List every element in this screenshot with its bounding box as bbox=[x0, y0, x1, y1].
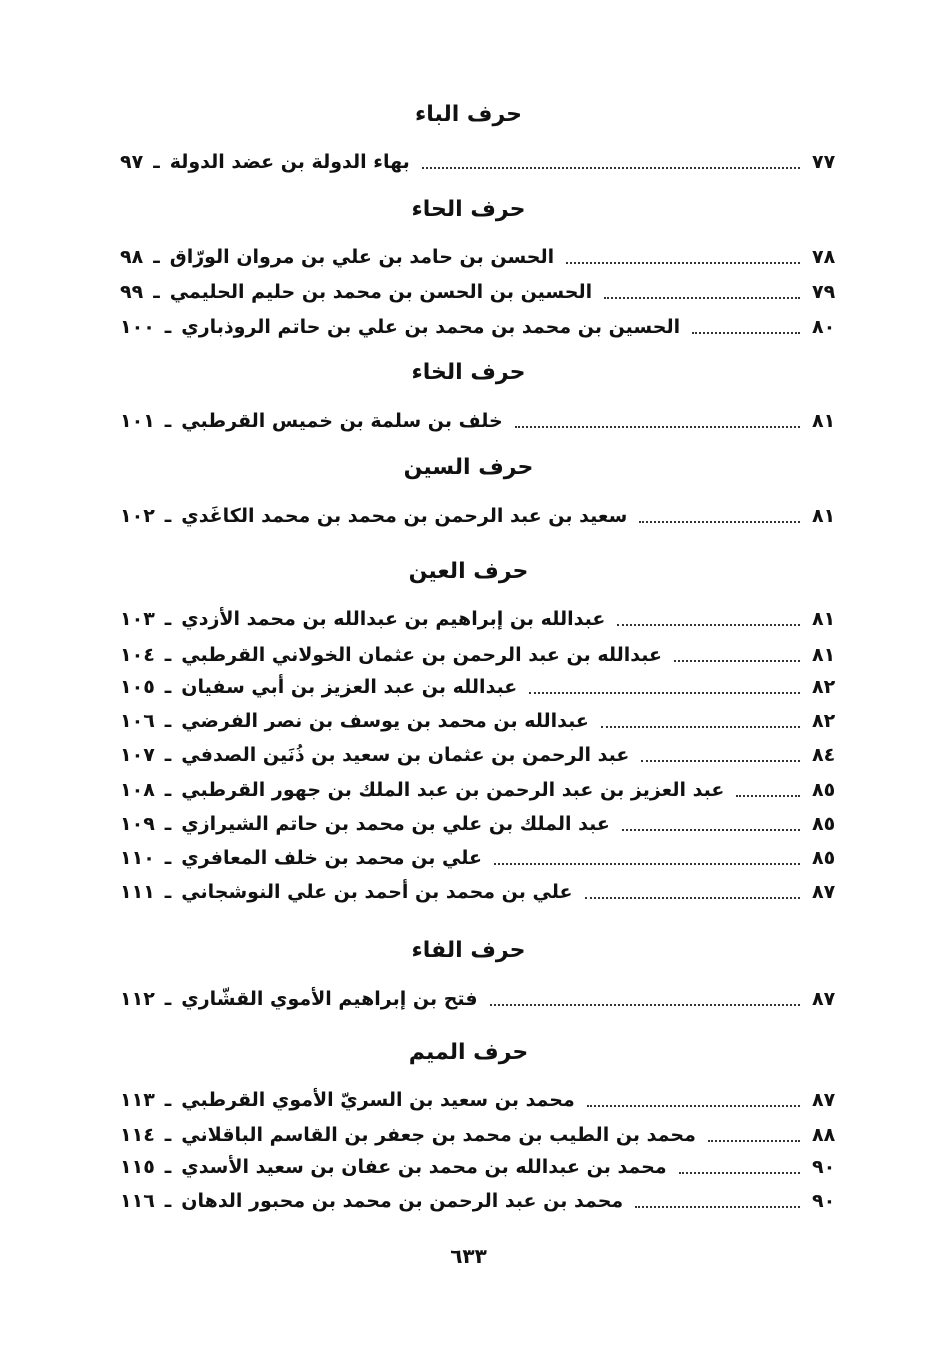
entry-dash: ـ bbox=[164, 1124, 172, 1146]
entry-number: ٩٨ bbox=[120, 246, 144, 268]
toc-entry bbox=[120, 604, 840, 634]
entry-page-number: ٨٠ bbox=[812, 316, 836, 338]
toc-entry bbox=[120, 809, 840, 839]
entry-page-number: ٧٩ bbox=[812, 281, 836, 303]
entry-number: ١١٦ bbox=[120, 1190, 155, 1212]
entry-title: فتح بن إبراهيم الأموي القشّاري bbox=[181, 988, 478, 1010]
dot-leader bbox=[585, 897, 801, 899]
entry-page-number: ٨٥ bbox=[812, 779, 836, 801]
toc-entry bbox=[120, 1186, 840, 1216]
dot-leader bbox=[679, 1172, 800, 1174]
entry-page-number: ٧٧ bbox=[812, 151, 836, 173]
entry-dash: ـ bbox=[164, 644, 172, 666]
entry-dash: ـ bbox=[164, 608, 172, 630]
entry-page-number: ٩٠ bbox=[812, 1156, 836, 1178]
entry-page-number: ٨١ bbox=[812, 644, 836, 666]
entry-title: علي بن محمد بن أحمد بن علي النوشجاني bbox=[181, 881, 573, 903]
dot-leader bbox=[622, 829, 800, 831]
section-heading-seen: حرف السين bbox=[403, 455, 534, 480]
entry-number: ١٠٦ bbox=[120, 710, 155, 732]
toc-entry bbox=[120, 877, 840, 907]
dot-leader bbox=[494, 863, 800, 865]
entry-dash: ـ bbox=[164, 1190, 172, 1212]
dot-leader bbox=[566, 262, 800, 264]
entry-page-number: ٨١ bbox=[812, 410, 836, 432]
section-heading-ba: حرف الباء bbox=[414, 102, 523, 127]
dot-leader bbox=[515, 426, 800, 428]
entry-title: علي بن محمد بن خلف المعافري bbox=[181, 847, 482, 869]
dot-leader bbox=[529, 692, 800, 694]
entry-number: ٩٧ bbox=[120, 151, 144, 173]
toc-entry bbox=[120, 843, 840, 873]
entry-title: محمد بن عبد الرحمن بن محمد بن محبور الدهان bbox=[181, 1190, 624, 1212]
entry-page-number: ٧٨ bbox=[812, 246, 836, 268]
entry-page-number: ٨٧ bbox=[812, 1089, 836, 1111]
toc-entry bbox=[120, 1085, 840, 1115]
entry-title: سعيد بن عبد الرحمن بن محمد بن محمد الكاغَدي bbox=[181, 505, 628, 527]
entry-number: ١١٣ bbox=[120, 1089, 155, 1111]
toc-entry bbox=[120, 984, 840, 1014]
entry-page-number: ٨٥ bbox=[812, 847, 836, 869]
entry-page-number: ٨٢ bbox=[812, 676, 836, 698]
entry-title: عبد الملك بن علي بن محمد بن حاتم الشيرازي bbox=[181, 813, 610, 835]
entry-number: ٩٩ bbox=[120, 281, 144, 303]
entry-title: الحسين بن محمد بن محمد بن علي بن حاتم الروذباري bbox=[181, 316, 681, 338]
entry-dash: ـ bbox=[164, 505, 172, 527]
entry-title: عبدالله بن إبراهيم بن عبدالله بن محمد الأزدي bbox=[181, 608, 606, 630]
dot-leader bbox=[604, 297, 800, 299]
entry-title: خلف بن سلمة بن خميس القرطبي bbox=[181, 410, 503, 432]
entry-title: الحسين بن الحسن بن محمد بن حليم الحليمي bbox=[169, 281, 593, 303]
entry-page-number: ٨٨ bbox=[812, 1124, 836, 1146]
entry-title: محمد بن الطيب بن محمد بن جعفر بن القاسم الباقلاني bbox=[181, 1124, 696, 1146]
page-folio-number: ٦٣٣ bbox=[450, 1244, 487, 1268]
entry-dash: ـ bbox=[164, 1089, 172, 1111]
toc-entry bbox=[120, 242, 840, 272]
dot-leader bbox=[736, 795, 800, 797]
entry-page-number: ٨٥ bbox=[812, 813, 836, 835]
entry-title: محمد بن عبدالله بن محمد بن عفان بن سعيد الأسدي bbox=[181, 1156, 667, 1178]
toc-entry bbox=[120, 147, 840, 177]
entry-page-number: ٩٠ bbox=[812, 1190, 836, 1212]
entry-dash: ـ bbox=[153, 246, 160, 268]
entry-number: ١٠٤ bbox=[120, 644, 155, 666]
dot-leader bbox=[639, 521, 800, 523]
toc-entry bbox=[120, 501, 840, 531]
entry-title: عبد الرحمن بن عثمان بن سعيد بن ذُنَين الصدفي bbox=[181, 744, 630, 766]
entry-title: عبدالله بن محمد بن يوسف بن نصر الفرضي bbox=[181, 710, 589, 732]
dot-leader bbox=[422, 167, 800, 169]
entry-dash: ـ bbox=[164, 316, 172, 338]
dot-leader bbox=[635, 1206, 800, 1208]
entry-title: عبدالله بن عبد العزيز بن أبي سفيان bbox=[181, 676, 518, 698]
toc-entry bbox=[120, 1120, 840, 1150]
section-heading-faa: حرف الفاء bbox=[411, 938, 526, 963]
entry-dash: ـ bbox=[164, 710, 172, 732]
entry-dash: ـ bbox=[164, 847, 172, 869]
entry-number: ١١٠ bbox=[120, 847, 155, 869]
section-heading-meem: حرف الميم bbox=[408, 1040, 529, 1065]
entry-dash: ـ bbox=[164, 410, 172, 432]
entry-number: ١١٥ bbox=[120, 1156, 155, 1178]
dot-leader bbox=[587, 1105, 800, 1107]
entry-dash: ـ bbox=[153, 151, 160, 173]
section-heading-ayn: حرف العين bbox=[408, 559, 529, 584]
toc-entry bbox=[120, 640, 840, 670]
entry-title: محمد بن سعيد بن السريّ الأموي القرطبي bbox=[181, 1089, 575, 1111]
dot-leader bbox=[601, 726, 800, 728]
entry-page-number: ٨٧ bbox=[812, 988, 836, 1010]
dot-leader bbox=[708, 1140, 800, 1142]
entry-dash: ـ bbox=[153, 281, 160, 303]
toc-entry bbox=[120, 706, 840, 736]
toc-entry bbox=[120, 672, 840, 702]
entry-dash: ـ bbox=[164, 744, 172, 766]
entry-page-number: ٨١ bbox=[812, 608, 836, 630]
toc-entry bbox=[120, 406, 840, 436]
entry-number: ١١٤ bbox=[120, 1124, 155, 1146]
entry-dash: ـ bbox=[164, 676, 172, 698]
toc-entry bbox=[120, 740, 840, 770]
entry-number: ١٠١ bbox=[120, 410, 155, 432]
entry-number: ١٠٩ bbox=[120, 813, 155, 835]
entry-title: بهاء الدولة بن عضد الدولة bbox=[169, 151, 410, 173]
section-heading-khaa: حرف الخاء bbox=[411, 360, 526, 385]
entry-dash: ـ bbox=[164, 988, 172, 1010]
entry-number: ١١٢ bbox=[120, 988, 155, 1010]
toc-entry bbox=[120, 1152, 840, 1182]
entry-title: عبدالله بن عبد الرحمن بن عثمان الخولاني القرطبي bbox=[181, 644, 663, 666]
entry-page-number: ٨٧ bbox=[812, 881, 836, 903]
entry-number: ١٠٣ bbox=[120, 608, 155, 630]
dot-leader bbox=[674, 660, 800, 662]
entry-number: ١٠٧ bbox=[120, 744, 155, 766]
toc-entry bbox=[120, 775, 840, 805]
entry-number: ١٠٨ bbox=[120, 779, 155, 801]
toc-entry bbox=[120, 277, 840, 307]
entry-title: الحسن بن حامد بن علي بن مروان الورّاق bbox=[169, 246, 555, 268]
entry-dash: ـ bbox=[164, 813, 172, 835]
dot-leader bbox=[617, 624, 800, 626]
dot-leader bbox=[641, 760, 800, 762]
entry-dash: ـ bbox=[164, 881, 172, 903]
entry-title: عبد العزيز بن عبد الرحمن بن عبد الملك بن جهور القرطبي bbox=[181, 779, 725, 801]
dot-leader bbox=[490, 1004, 800, 1006]
dot-leader bbox=[692, 332, 800, 334]
entry-dash: ـ bbox=[164, 779, 172, 801]
entry-number: ١٠٢ bbox=[120, 505, 155, 527]
entry-dash: ـ bbox=[164, 1156, 172, 1178]
entry-page-number: ٨٤ bbox=[812, 744, 836, 766]
entry-page-number: ٨١ bbox=[812, 505, 836, 527]
section-heading-haa: حرف الحاء bbox=[411, 197, 526, 222]
toc-entry bbox=[120, 312, 840, 342]
entry-number: ١٠٠ bbox=[120, 316, 155, 338]
entry-number: ١٠٥ bbox=[120, 676, 155, 698]
entry-page-number: ٨٢ bbox=[812, 710, 836, 732]
entry-number: ١١١ bbox=[120, 881, 155, 903]
